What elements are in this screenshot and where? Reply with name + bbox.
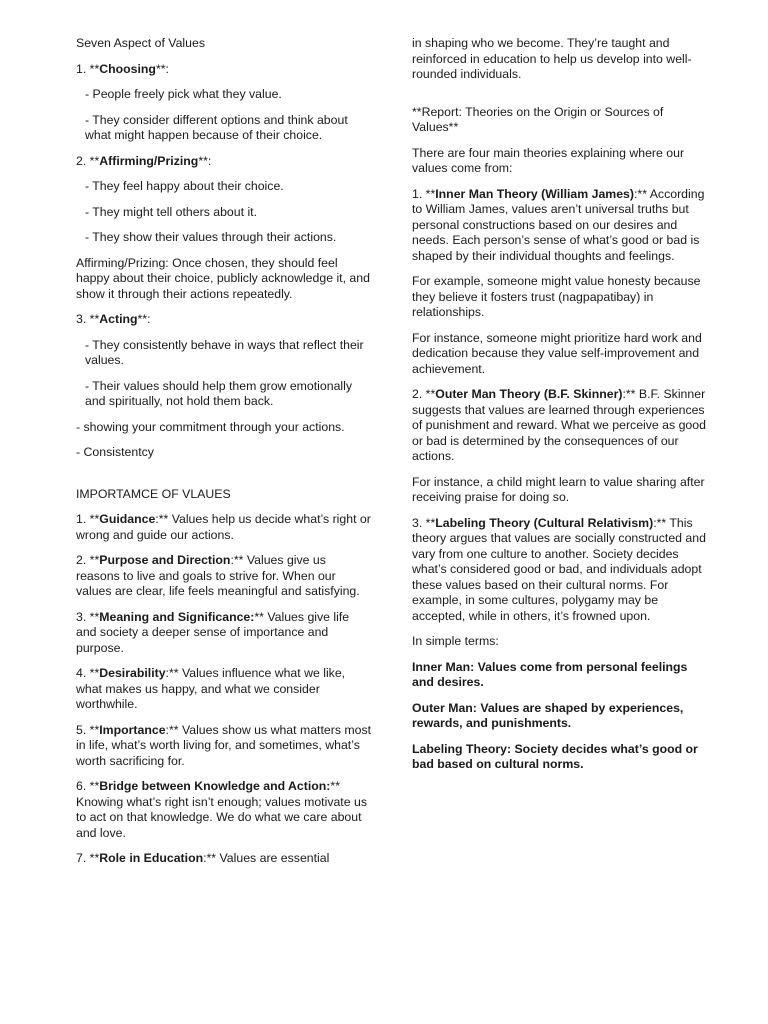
aspect-heading-acting: [76, 312, 372, 328]
right-column: [412, 36, 708, 783]
aspect-heading-affirming: [76, 154, 372, 170]
summary-inner-man: Inner Man: Values come from personal feelings and desires.: [412, 659, 688, 689]
importance-item: [76, 610, 372, 657]
item-text: :** Values show us what matters most in life, what’s worth living for, and sometimes, what’s worth sacrificing for.: [76, 722, 372, 768]
item-label: Role in Education: [99, 851, 204, 865]
bullet-item: - They consider different options and think about what might happen because of their choice.: [85, 112, 348, 142]
importance-item: [76, 723, 372, 770]
item-label: Importance: [99, 722, 166, 737]
item-number: 3. **: [76, 609, 100, 624]
theory-outer-man: [412, 387, 708, 465]
importance-item: [76, 553, 372, 600]
bullet-item: - People freely pick what they value.: [85, 87, 282, 101]
item-number: 4. **: [76, 666, 100, 680]
aspect-tail: **:: [137, 312, 151, 326]
importance-item: [76, 851, 372, 867]
item-label: Guidance: [99, 512, 156, 526]
summary-labeling: Labeling Theory: Society decides what’s good or bad based on cultural norms.: [412, 741, 698, 771]
aspect-tail: **:: [198, 153, 212, 168]
left-column: [76, 36, 372, 877]
theory-example: For example, someone might value honesty because they believe it fosters trust (nagpapatibay) in relationships.: [412, 274, 701, 319]
bullet-item: - They might tell others about it.: [85, 204, 258, 219]
bullet-item: - They show their values through their actions.: [85, 230, 337, 244]
item-number: 2. **: [76, 553, 100, 567]
theory-label: Inner Man Theory (William James): [435, 186, 634, 201]
item-number: 6. **: [76, 779, 100, 793]
item-number: 5. **: [76, 722, 100, 737]
acting-note: - Consistentcy: [76, 445, 154, 459]
theory-example: For instance, someone might prioritize hard work and dedication because they value self-improvement and achievement.: [412, 330, 702, 376]
item-text: ** Values give life and society a deeper sense of importance and purpose.: [76, 609, 350, 655]
aspect-number: 1. **: [76, 61, 100, 76]
section-title-importance: IMPORTAMCE OF VLAUES: [76, 486, 231, 501]
item-label: Bridge between Knowledge and Action:: [99, 779, 331, 793]
item-label: Purpose and Direction: [99, 553, 231, 567]
aspect-number: 2. **: [76, 153, 100, 168]
importance-item: [76, 779, 372, 841]
report-title: **Report: Theories on the Origin or Sources of Values**: [412, 104, 664, 134]
importance-item: [76, 512, 372, 543]
theory-text: :** According to William James, values aren’t universal truths but personal constructions based on our desires and needs. Each person’s sense of what’s good or bad is shaped by their individual thoughts and feelings.: [412, 186, 705, 263]
aspect-label: Acting: [99, 312, 138, 326]
theory-number: 2. **: [412, 387, 436, 401]
aspect-number: 3. **: [76, 312, 100, 326]
section-title-seven-aspects: Seven Aspect of Values: [76, 36, 205, 50]
aspect-label: Choosing: [99, 61, 156, 76]
affirming-summary: Affirming/Prizing: Once chosen, they should feel happy about their choice, publicly acknowledge it, and show it through their actions repeatedly.: [76, 255, 370, 301]
report-intro: There are four main theories explaining where our values come from:: [412, 145, 685, 175]
theory-number: 1. **: [412, 186, 436, 201]
continuation-text: in shaping who we become. They’re taught and reinforced in education to help us develop into well-rounded individuals.: [412, 36, 692, 81]
importance-item: [76, 666, 372, 713]
acting-note: - showing your commitment through your actions.: [76, 419, 345, 434]
item-text: :** Values give us reasons to live and goals to strive for. When our values are clear, life feels meaningful and satisfying.: [76, 553, 360, 598]
item-text: :** Values help us decide what’s right or wrong and guide our actions.: [76, 512, 371, 542]
theory-label: Outer Man Theory (B.F. Skinner): [435, 387, 623, 401]
theory-text: :** B.F. Skinner suggests that values are learned through experiences of punishment and reward. What we perceive as good or bad is determined by the consequences of our actions.: [412, 387, 706, 463]
theory-inner-man: [412, 187, 708, 265]
aspect-label: Affirming/Prizing: [99, 153, 199, 168]
item-number: 7. **: [76, 851, 100, 865]
theory-labeling: [412, 516, 708, 625]
bullet-item: - They feel happy about their choice.: [85, 179, 284, 193]
summary-outer-man: Outer Man: Values are shaped by experiences, rewards, and punishments.: [412, 700, 684, 730]
theory-example: For instance, a child might learn to value sharing after receiving praise for doing so.: [412, 474, 705, 504]
theory-number: 3. **: [412, 515, 436, 530]
theory-label: Labeling Theory (Cultural Relativism): [435, 515, 654, 530]
item-number: 1. **: [76, 512, 100, 526]
item-text: :** Values are essential: [203, 851, 330, 865]
bullet-item: - They consistently behave in ways that reflect their values.: [85, 337, 364, 367]
item-label: Desirability: [99, 666, 166, 680]
item-text: ** Knowing what’s right isn’t enough; values motivate us to act on that knowledge. We do what we care about and love.: [76, 779, 367, 840]
theory-text: :** This theory argues that values are socially constructed and vary from one culture to another. Society decides what’s considered good or bad, and individuals adopt these values based on their cultural norms. For example, in some cultures, polygamy may be accepted, while in others, it’s frowned upon.: [412, 515, 706, 623]
aspect-tail: **:: [155, 61, 169, 76]
aspect-heading-choosing: [76, 62, 372, 78]
simple-terms-label: In simple terms:: [412, 634, 499, 648]
item-label: Meaning and Significance:: [99, 609, 255, 624]
item-text: :** Values influence what we like, what makes us happy, and what we consider worthwhile.: [76, 666, 346, 711]
bullet-item: - Their values should help them grow emotionally and spiritually, not hold them back.: [85, 378, 353, 408]
